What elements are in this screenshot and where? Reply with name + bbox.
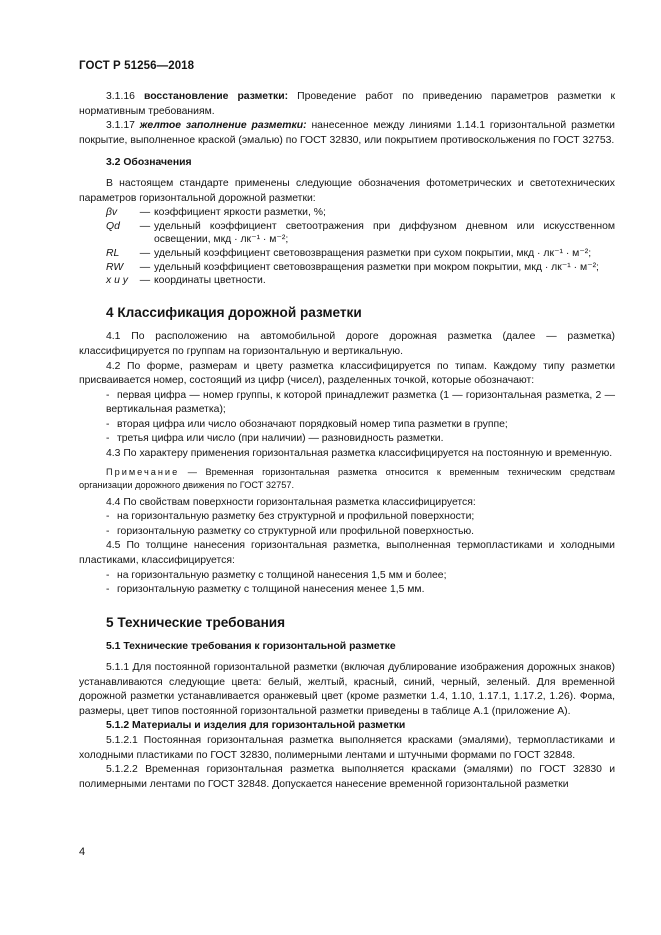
symbol-definition: удельный коэффициент световозвращения разметки при сухом покрытии, мкд · лк⁻¹ · м⁻²;	[154, 247, 592, 259]
clause-5-1-1: 5.1.1 Для постоянной горизонтальной разметки (включая дублирование изображения дорожных знаков) устанавливаются следующие цвета: белый, желтый, красный, синий, черный, зеленый. Для временной дорожной разметки устанавливается оранжевый цвет (кроме разметки 1.4, 1.10, 1.17.1, 1.17.2, 1.26). Форма, размеры, цвет типов постоянной горизонтальной разметки приведены в таблице А.1 (приложение А).	[79, 662, 615, 717]
section-3-2-intro: В настоящем стандарте применены следующие обозначения фотометрических и светотехнических параметров горизонтальной дорожной разметки:	[79, 177, 615, 204]
symbol-definition: удельный коэффициент светоотражения при диффузном дневном или искусственном освещении, мкд · лк⁻¹ · м⁻²;	[154, 220, 615, 246]
clause-4-2: 4.2 По форме, размерам и цвету разметка классифицируется по типам. Каждому типу разметки присваивается номер, состоящий из цифр (чисел), разделенных точкой, которые обозначают:	[79, 360, 615, 387]
clause-3-1-16: 3.1.16 восстановление разметки: Проведение работ по приведению параметров разметки к нормативным требованиям.	[79, 91, 615, 117]
document-header: ГОСТ Р 51256—2018	[79, 60, 195, 72]
symbol-row: x и y — координаты цветности.	[106, 274, 615, 288]
note-label: Примечание	[106, 466, 180, 477]
symbol-row: RL — удельный коэффициент световозвращения разметки при сухом покрытии, мкд · лк⁻¹ · м⁻²;	[106, 247, 615, 261]
clause-4-3: 4.3 По характеру применения горизонтальная разметка классифицируется на постоянную и временную.	[106, 448, 613, 460]
clause-5-1-2-1: 5.1.2.1 Постоянная горизонтальная разметка выполняется красками (эмалями), термопластиками и холодными пластиками по ГОСТ 32830, полимерными лентами и штучными формами по ГОСТ 32848.	[79, 734, 615, 761]
section-5-1-heading: 5.1 Технические требования к горизонтальной разметке	[106, 641, 396, 653]
list-item: - вторая цифра или число обозначают порядковый номер типа разметки в группе;	[106, 418, 508, 430]
section-3-2-heading: 3.2 Обозначения	[106, 157, 192, 169]
list-item: - на горизонтальную разметку без структурной и профильной поверхности;	[106, 511, 475, 523]
symbols-list	[106, 206, 615, 288]
list-item: - на горизонтальную разметку с толщиной нанесения 1,5 мм и более;	[106, 569, 447, 581]
clause-4-4: 4.4 По свойствам поверхности горизонтальная разметка классифицируется:	[106, 496, 476, 508]
symbol-row: RW — удельный коэффициент световозвращения разметки при мокром покрытии, мкд · лк⁻¹ · м⁻²;	[106, 261, 615, 275]
symbol-row: Qd — удельный коэффициент светоотражения при диффузном дневном или искусственном освещении, мкд · лк⁻¹ · м⁻²;	[106, 220, 615, 246]
section-5-1-2-heading: 5.1.2 Материалы и изделия для горизонтальной разметки	[106, 720, 406, 732]
symbol: RL	[106, 247, 120, 259]
list-item: - третья цифра или число (при наличии) — разновидность разметки.	[106, 433, 444, 445]
symbol: Qd	[106, 220, 120, 232]
section-4-heading: 4 Классификация дорожной разметки	[106, 304, 362, 320]
clause-3-1-17: 3.1.17 желтое заполнение разметки: нанесенное между линиями 1.14.1 горизонтальной разметки покрытие, выполненное краской (эмалью) по ГОСТ 32830, или покрытием противоскольжения по ГОСТ 32753.	[79, 120, 615, 146]
symbol: x и y	[106, 275, 128, 287]
list-item: - первая цифра — номер группы, к которой принадлежит разметка (1 — горизонтальная разметка, 2 — вертикальная разметка);	[106, 389, 615, 416]
clause-4-5: 4.5 По толщине нанесения горизонтальная разметка, выполненная термопластиками и холодными пластиками, классифицируется:	[79, 540, 615, 567]
note: Примечание — Временная горизонтальная разметка относится к временным техническим средствам организации дорожного движения по ГОСТ 32757.	[79, 466, 615, 490]
list-item: - горизонтальную разметку с толщиной нанесения менее 1,5 мм.	[106, 584, 425, 596]
symbol: RW	[106, 261, 124, 273]
symbol-definition: координаты цветности.	[154, 275, 266, 287]
symbol-definition: удельный коэффициент световозвращения разметки при мокром покрытии, мкд · лк⁻¹ · м⁻²;	[154, 261, 599, 273]
page-number: 4	[79, 846, 86, 858]
symbol: βv	[106, 207, 118, 219]
page-content	[79, 90, 615, 792]
clause-5-1-2-2: 5.1.2.2 Временная горизонтальная разметка выполняется красками (эмалями) по ГОСТ 32830 и полимерными лентами по ГОСТ 32848. Допускается нанесение временной горизонтальной разметки	[79, 764, 615, 790]
section-5-heading: 5 Технические требования	[106, 614, 286, 630]
symbol-row: βv — коэффициент яркости разметки, %;	[106, 206, 615, 220]
list-item: - горизонтальную разметку со структурной или профильной поверхностью.	[106, 525, 475, 537]
clause-4-1: 4.1 По расположению на автомобильной дороге дорожная разметка (далее — разметка) классифицируется по группам на горизонтальную и вертикальную.	[79, 331, 615, 357]
symbol-definition: коэффициент яркости разметки, %;	[154, 207, 326, 219]
